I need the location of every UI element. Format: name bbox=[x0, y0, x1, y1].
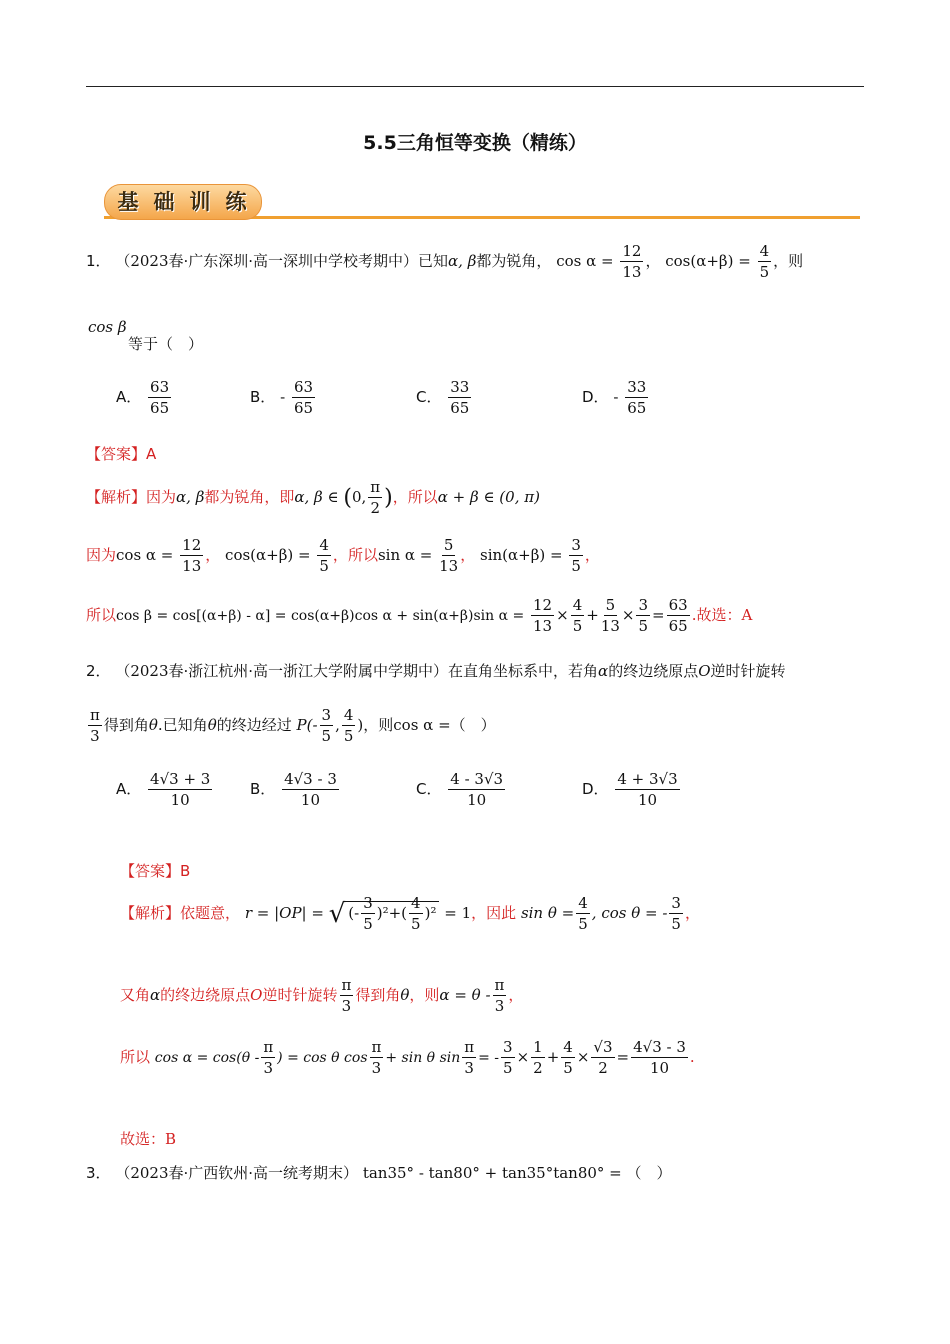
fraction bbox=[448, 772, 505, 808]
denominator: 13 bbox=[182, 557, 202, 575]
numerator: π bbox=[464, 1038, 475, 1056]
denominator: 65 bbox=[450, 399, 470, 417]
numerator: 33 bbox=[450, 378, 470, 396]
numerator: 12 bbox=[622, 242, 642, 260]
denominator: 3 bbox=[494, 997, 505, 1015]
question-source: （2023春·广东深圳·高一深圳中学校考期中）已知 bbox=[115, 252, 449, 270]
denominator: 5 bbox=[343, 727, 354, 745]
math: α, β ∈ bbox=[294, 488, 339, 506]
text: ，因此 bbox=[471, 904, 517, 922]
denominator: 5 bbox=[571, 557, 581, 575]
question-1-line2 bbox=[88, 318, 127, 336]
fraction bbox=[493, 978, 507, 1014]
text: （2023春·浙江杭州·高一浙江大学附属中学期中）在直角坐标系中，若角 bbox=[115, 662, 599, 680]
option-label: B． bbox=[250, 780, 276, 798]
denominator: 5 bbox=[319, 557, 329, 575]
sign: - bbox=[613, 388, 619, 406]
math-ab: α, β bbox=[448, 252, 477, 270]
fraction bbox=[571, 598, 585, 634]
text: 因为 bbox=[146, 488, 177, 506]
numerator: π bbox=[371, 1038, 382, 1056]
numerator: 63 bbox=[668, 596, 688, 614]
answer-blank: （ ） bbox=[626, 1164, 672, 1182]
math: cos α = bbox=[393, 716, 451, 734]
math: × bbox=[621, 606, 635, 624]
text: ，则 bbox=[409, 986, 440, 1004]
numerator: 4√3 - 3 bbox=[633, 1038, 686, 1056]
math: cos β bbox=[88, 318, 127, 336]
fraction bbox=[439, 538, 458, 574]
fraction bbox=[631, 1040, 688, 1076]
solution-2-line2: 又角α的终边绕原点O逆时针旋转 $\frac{\pi}{3}$ 得到角θ，则α = θ - $\frac{\pi}{3}$ ， bbox=[120, 976, 524, 1015]
option-label: C． bbox=[416, 388, 442, 406]
denominator: 5 bbox=[503, 1059, 513, 1077]
fraction bbox=[615, 772, 679, 808]
sign: - bbox=[280, 388, 286, 406]
math: ) bbox=[357, 716, 364, 734]
math: cos β = cos[(α+β) - α] = cos(α+β)cos α + sin(α+β)sin α = bbox=[116, 608, 525, 624]
numerator: 3 bbox=[321, 706, 332, 724]
solution-2-line3: 所以 cos α = cos(θ - $\frac{\pi}{3}$ ) = cos θ cos $\frac{\pi}{3}$ + sin θ sin $\frac{\pi}{3}$ = - $\frac{3}{5}$ × $\frac{1}{2}$ + $\frac{4}{5}$ × $\frac{√3}{2}$ = $\frac{4√3 - 3}{10}$ . bbox=[120, 1038, 695, 1077]
numerator: 3 bbox=[671, 894, 681, 912]
fraction bbox=[368, 480, 382, 516]
fraction bbox=[667, 598, 690, 634]
fraction bbox=[501, 1040, 515, 1076]
denominator: 2 bbox=[533, 1059, 543, 1077]
question-number: 3． bbox=[86, 1164, 111, 1182]
numerator: 3 bbox=[571, 536, 581, 554]
math: × bbox=[516, 1048, 530, 1066]
math: = 1 bbox=[444, 904, 472, 922]
denominator: 65 bbox=[627, 399, 647, 417]
solution-label: 【解析】 bbox=[86, 488, 147, 506]
fraction bbox=[462, 1040, 476, 1076]
denominator: 3 bbox=[341, 997, 352, 1015]
fraction bbox=[531, 1040, 545, 1076]
option-d[interactable] bbox=[582, 772, 682, 808]
option-label: B． bbox=[250, 388, 276, 406]
fraction bbox=[591, 1040, 614, 1076]
solution-1-line3: 所以cos β = cos[(α+β) - α] = cos(α+β)cos α + sin(α+β)sin α = $\frac{12}{13}$ × $\frac{4}{5}$ + $\frac{5}{13}$ × $\frac{3}{5}$ = $\frac{63}{65}$ .故选：A bbox=[86, 596, 753, 635]
banner-char-3: 训 bbox=[189, 190, 211, 214]
math: α bbox=[598, 662, 609, 680]
fraction bbox=[88, 708, 102, 744]
banner-char-2: 础 bbox=[153, 190, 175, 214]
numerator: 3 bbox=[638, 596, 649, 614]
denominator: 3 bbox=[371, 1059, 382, 1077]
option-b[interactable] bbox=[250, 772, 341, 808]
math: cos α = cos(θ - bbox=[154, 1050, 260, 1066]
question-number: 2． bbox=[86, 662, 111, 680]
answer-2: 【答案】B bbox=[120, 862, 191, 880]
numerator: √3 bbox=[593, 1038, 613, 1056]
math: θ bbox=[400, 986, 410, 1004]
numerator: 63 bbox=[150, 378, 170, 396]
numerator: 12 bbox=[182, 536, 202, 554]
numerator: π bbox=[370, 478, 381, 496]
text: 都为锐角，即 bbox=[204, 488, 295, 506]
numerator: 4 bbox=[319, 536, 329, 554]
fraction bbox=[620, 244, 643, 280]
math: = - bbox=[478, 1050, 500, 1066]
numerator: 4 - 3√3 bbox=[450, 770, 504, 788]
fraction bbox=[148, 380, 171, 416]
text: 得到角 bbox=[103, 716, 149, 734]
solution-2-choose: 故选：B bbox=[120, 1130, 177, 1148]
text: .已知角 bbox=[157, 716, 208, 734]
numerator: 4 bbox=[563, 1038, 573, 1056]
numerator: 5 bbox=[605, 596, 616, 614]
numerator: 4 bbox=[578, 894, 588, 912]
header-rule bbox=[86, 86, 864, 87]
denominator: 5 bbox=[578, 915, 588, 933]
option-a[interactable] bbox=[116, 380, 173, 416]
question-2-line1 bbox=[86, 660, 786, 681]
text: 的终边绕原点 bbox=[160, 986, 251, 1004]
text: 的终边绕原点 bbox=[608, 662, 699, 680]
fraction bbox=[148, 772, 212, 808]
math: , cos θ = - bbox=[591, 904, 668, 922]
math: α + β ∈ (0, π) bbox=[437, 488, 540, 506]
text: 所以 bbox=[86, 606, 117, 624]
fraction bbox=[669, 896, 683, 932]
denominator: 5 bbox=[363, 915, 373, 933]
math: P(- bbox=[296, 716, 318, 734]
text: 得到角 bbox=[355, 986, 401, 1004]
denominator: 5 bbox=[411, 915, 421, 933]
option-label: D． bbox=[582, 780, 609, 798]
solution-1-line2: 因为cos α = $\frac{12}{13}$ ， cos(α+β) = $\frac{4}{5}$ ，所以sin α = $\frac{5}{13}$ ， sin(α+β) = $\frac{3}{5}$ ， bbox=[86, 536, 600, 575]
math: α = θ - bbox=[439, 986, 491, 1004]
text: ， bbox=[645, 252, 661, 270]
numerator: π bbox=[494, 976, 505, 994]
math: × bbox=[576, 1048, 590, 1066]
fraction bbox=[292, 380, 315, 416]
denominator: 3 bbox=[464, 1059, 474, 1077]
math: + bbox=[546, 1048, 560, 1066]
math: tan35° - tan80° + tan35°tan80° = bbox=[362, 1164, 622, 1182]
denominator: 2 bbox=[598, 1059, 608, 1077]
math: sin α = bbox=[377, 546, 433, 564]
math: cos α = bbox=[556, 252, 614, 270]
text: 所以 bbox=[120, 1048, 151, 1066]
denominator: 65 bbox=[668, 617, 688, 635]
math: × bbox=[556, 606, 569, 624]
option-label: D． bbox=[582, 388, 609, 406]
numerator: 12 bbox=[533, 596, 553, 614]
numerator: 4√3 - 3 bbox=[284, 770, 337, 788]
option-a[interactable] bbox=[116, 772, 214, 808]
fraction bbox=[569, 538, 583, 574]
option-label: A． bbox=[116, 780, 142, 798]
numerator: 4 bbox=[572, 596, 583, 614]
denominator: 65 bbox=[293, 399, 314, 417]
option-label: C． bbox=[416, 780, 442, 798]
banner-char-4: 练 bbox=[225, 190, 247, 214]
option-label: A． bbox=[116, 388, 142, 406]
question-2-line2 bbox=[86, 708, 496, 744]
denominator: 5 bbox=[321, 727, 332, 745]
denominator: 5 bbox=[572, 617, 583, 635]
denominator: 10 bbox=[637, 791, 658, 809]
option-d[interactable] bbox=[582, 380, 650, 416]
denominator: 13 bbox=[439, 557, 459, 575]
math: ) = cos θ cos bbox=[277, 1050, 368, 1066]
numerator: 3 bbox=[363, 894, 373, 912]
fraction bbox=[180, 538, 203, 574]
math: O bbox=[698, 662, 711, 680]
question-source: （2023春·广西钦州·高一统考期末） bbox=[115, 1164, 359, 1182]
text: ，所以 bbox=[392, 488, 438, 506]
text: ，则 bbox=[363, 716, 394, 734]
math: O bbox=[250, 986, 263, 1004]
option-c[interactable] bbox=[416, 772, 507, 808]
answer-1: 【答案】A bbox=[86, 445, 157, 463]
text: ，则 bbox=[773, 252, 804, 270]
math: θ bbox=[148, 716, 158, 734]
math: + sin θ sin bbox=[385, 1050, 461, 1066]
denominator: 3 bbox=[90, 727, 100, 745]
solution-2-line1: 【解析】依题意， r = |OP| = √ (- $\frac{3}{5}$ )²+( $\frac{4}{5}$ )² = 1，因此 sin θ = $\frac{4}{5}$ , cos θ = - $\frac{3}{5}$ ， bbox=[120, 894, 700, 933]
fraction bbox=[342, 708, 356, 744]
denominator: 10 bbox=[300, 791, 321, 809]
fraction bbox=[561, 1040, 575, 1076]
math: sin θ = bbox=[520, 904, 575, 922]
text: 因为 bbox=[86, 546, 117, 564]
denominator: 13 bbox=[600, 617, 620, 635]
denominator: 5 bbox=[759, 263, 770, 281]
text: 逆时针旋转 bbox=[262, 986, 338, 1004]
denominator: 10 bbox=[649, 1059, 670, 1077]
math: cos(α+β) = bbox=[225, 546, 311, 564]
fraction bbox=[625, 380, 648, 416]
math: sin(α+β) = bbox=[480, 546, 563, 564]
text: 又角 bbox=[120, 986, 151, 1004]
fraction bbox=[317, 538, 331, 574]
math: θ bbox=[207, 716, 217, 734]
math: cos α = bbox=[116, 546, 174, 564]
denominator: 5 bbox=[638, 617, 649, 635]
numerator: 1 bbox=[533, 1038, 543, 1056]
fraction bbox=[576, 896, 590, 932]
question-number: 1． bbox=[86, 252, 111, 270]
numerator: 5 bbox=[443, 536, 454, 554]
option-c[interactable] bbox=[416, 380, 473, 416]
math: r = |OP| = bbox=[244, 904, 324, 922]
numerator: 63 bbox=[293, 378, 314, 396]
fraction bbox=[758, 244, 772, 280]
math: , bbox=[335, 716, 340, 734]
text: ， bbox=[332, 546, 348, 564]
option-b[interactable] bbox=[250, 380, 317, 416]
numerator: π bbox=[341, 976, 352, 994]
fraction bbox=[320, 708, 334, 744]
denominator: 13 bbox=[533, 617, 553, 635]
fraction bbox=[340, 978, 354, 1014]
fraction bbox=[448, 380, 471, 416]
text: .故选：A bbox=[691, 606, 753, 624]
fraction bbox=[636, 598, 650, 634]
text: 的终边经过 bbox=[216, 716, 292, 734]
math: 0, bbox=[351, 488, 367, 506]
answer-blank: （ ） bbox=[450, 716, 496, 734]
text: 都为锐角， bbox=[476, 252, 552, 270]
banner-char-1: 基 bbox=[117, 190, 139, 214]
section-banner bbox=[104, 184, 262, 220]
question-3-line bbox=[86, 1162, 672, 1183]
numerator: 33 bbox=[627, 378, 647, 396]
question-1-line bbox=[86, 244, 803, 280]
denominator: 5 bbox=[671, 915, 681, 933]
denominator: 65 bbox=[150, 399, 170, 417]
text: 逆时针旋转 bbox=[710, 662, 786, 680]
math: α bbox=[150, 986, 161, 1004]
numerator: π bbox=[90, 706, 100, 724]
text: 所以 bbox=[347, 546, 378, 564]
fraction bbox=[409, 896, 423, 932]
numerator: 4 + 3√3 bbox=[617, 770, 678, 788]
denominator: 10 bbox=[170, 791, 190, 809]
page-title: 5.5三角恒等变换（精练） bbox=[363, 132, 587, 154]
numerator: 3 bbox=[503, 1038, 513, 1056]
solution-1-line1: 【解析】因为α, β都为锐角，即α, β ∈ (0, $\frac{\pi}{2}$ )，所以α + β ∈ (0, π) bbox=[86, 478, 540, 517]
numerator: 4 bbox=[759, 242, 770, 260]
fraction bbox=[370, 1040, 384, 1076]
text: 依题意， bbox=[180, 904, 241, 922]
denominator: 3 bbox=[263, 1059, 274, 1077]
fraction bbox=[261, 1040, 275, 1076]
numerator: 4 bbox=[343, 706, 354, 724]
numerator: 4√3 + 3 bbox=[150, 770, 211, 788]
denominator: 13 bbox=[622, 263, 642, 281]
math: + bbox=[586, 606, 599, 624]
fraction bbox=[282, 772, 339, 808]
solution-label: 【解析】 bbox=[120, 904, 181, 922]
math: cos(α+β) = bbox=[665, 252, 751, 270]
fraction bbox=[531, 598, 554, 634]
math: α, β bbox=[176, 488, 205, 506]
denominator: 5 bbox=[563, 1059, 573, 1077]
text: . bbox=[689, 1048, 695, 1066]
denominator: 10 bbox=[467, 791, 487, 809]
numerator: 4 bbox=[411, 894, 421, 912]
fraction bbox=[361, 896, 375, 932]
denominator: 2 bbox=[370, 499, 380, 517]
numerator: π bbox=[263, 1038, 274, 1056]
fraction bbox=[601, 598, 620, 634]
question-1-equals: 等于（ ） bbox=[128, 335, 204, 353]
